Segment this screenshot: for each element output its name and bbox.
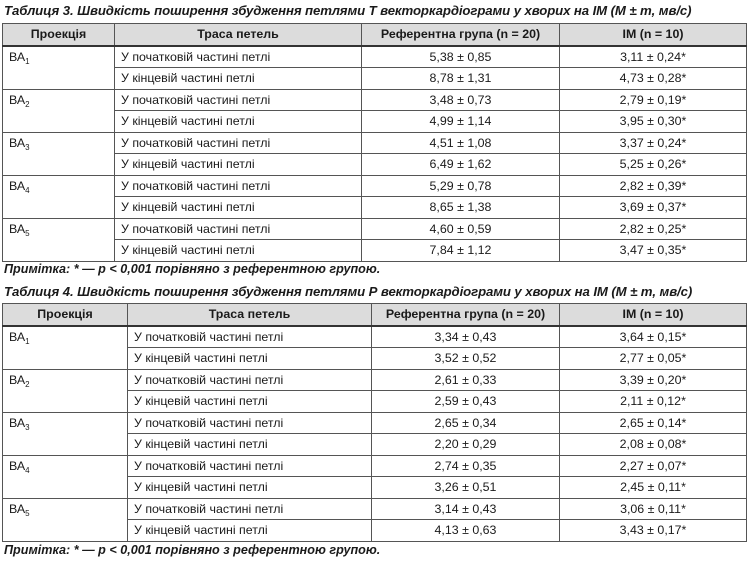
trace-cell: У кінцевій частині петлі	[128, 348, 372, 370]
projection-index: 1	[25, 56, 30, 66]
reference-value-cell: 4,60 ± 0,59	[362, 218, 560, 240]
table-row	[3, 197, 747, 219]
projection-label: ВА	[9, 458, 26, 473]
header-im-group: ІМ (n = 10)	[560, 304, 747, 326]
im-value-cell: 2,65 ± 0,14*	[560, 412, 747, 434]
table-row	[3, 412, 747, 434]
reference-value-cell: 7,84 ± 1,12	[362, 240, 560, 262]
table-row	[3, 369, 747, 391]
im-value-cell: 2,27 ± 0,07*	[560, 455, 747, 477]
table-row	[3, 68, 747, 90]
im-value-cell: 3,11 ± 0,24*	[560, 46, 747, 68]
im-value-cell: 2,08 ± 0,08*	[560, 434, 747, 456]
reference-value-cell: 2,59 ± 0,43	[372, 391, 560, 413]
reference-value-cell: 6,49 ± 1,62	[362, 154, 560, 176]
trace-cell: У кінцевій частині петлі	[128, 434, 372, 456]
im-value-cell: 3,64 ± 0,15*	[560, 326, 747, 348]
projection-index: 5	[25, 508, 30, 518]
reference-value-cell: 2,61 ± 0,33	[372, 369, 560, 391]
im-value-cell: 3,37 ± 0,24*	[560, 132, 747, 154]
projection-label: ВА	[9, 415, 26, 430]
projection-index: 4	[25, 185, 30, 195]
projection-index: 2	[25, 99, 30, 109]
projection-cell	[3, 132, 115, 175]
table3-caption: Таблиця 3. Швидкість поширення збудження петлями Т векторкардіограми у хворих на ІМ (M ± m, мв/с)	[4, 3, 692, 18]
trace-cell: У початковій частині петлі	[115, 89, 362, 111]
im-value-cell: 3,06 ± 0,11*	[560, 498, 747, 520]
trace-cell: У початковій частині петлі	[128, 412, 372, 434]
im-value-cell: 2,45 ± 0,11*	[560, 477, 747, 499]
table-row	[3, 218, 747, 240]
trace-cell: У кінцевій частині петлі	[128, 391, 372, 413]
projection-label: ВА	[9, 501, 26, 516]
reference-value-cell: 3,48 ± 0,73	[362, 89, 560, 111]
projection-index: 1	[25, 336, 30, 346]
table-row	[3, 455, 747, 477]
trace-cell: У початковій частині петлі	[115, 132, 362, 154]
im-value-cell: 3,95 ± 0,30*	[560, 111, 747, 133]
table3	[2, 23, 747, 262]
reference-value-cell: 5,38 ± 0,85	[362, 46, 560, 68]
trace-cell: У початковій частині петлі	[115, 46, 362, 68]
im-value-cell: 2,82 ± 0,25*	[560, 218, 747, 240]
header-projection: Проекція	[3, 24, 115, 46]
reference-value-cell: 4,99 ± 1,14	[362, 111, 560, 133]
header-reference-group: Референтна група (n = 20)	[362, 24, 560, 46]
table-row	[3, 326, 747, 348]
projection-label: ВА	[9, 329, 26, 344]
im-value-cell: 3,43 ± 0,17*	[560, 520, 747, 542]
im-value-cell: 3,47 ± 0,35*	[560, 240, 747, 262]
reference-value-cell: 3,34 ± 0,43	[372, 326, 560, 348]
projection-index: 4	[25, 465, 30, 475]
table-row	[3, 132, 747, 154]
projection-index: 3	[25, 422, 30, 432]
reference-value-cell: 2,74 ± 0,35	[372, 455, 560, 477]
table4-header-row	[3, 304, 747, 326]
reference-value-cell: 5,29 ± 0,78	[362, 175, 560, 197]
reference-value-cell: 8,78 ± 1,31	[362, 68, 560, 90]
im-value-cell: 3,39 ± 0,20*	[560, 369, 747, 391]
projection-label: ВА	[9, 135, 26, 150]
header-trace: Траса петель	[128, 304, 372, 326]
projection-cell	[3, 175, 115, 218]
projection-cell	[3, 218, 115, 261]
trace-cell: У початковій частині петлі	[115, 218, 362, 240]
projection-label: ВА	[9, 178, 26, 193]
projection-label: ВА	[9, 92, 26, 107]
reference-value-cell: 8,65 ± 1,38	[362, 197, 560, 219]
trace-cell: У початковій частині петлі	[128, 498, 372, 520]
trace-cell: У кінцевій частині петлі	[115, 68, 362, 90]
table3-note: Примітка: * — p < 0,001 порівняно з референтною групою.	[4, 262, 381, 276]
trace-cell: У кінцевій частині петлі	[115, 111, 362, 133]
trace-cell: У початковій частині петлі	[128, 326, 372, 348]
header-trace: Траса петель	[115, 24, 362, 46]
im-value-cell: 2,82 ± 0,39*	[560, 175, 747, 197]
im-value-cell: 2,77 ± 0,05*	[560, 348, 747, 370]
im-value-cell: 2,11 ± 0,12*	[560, 391, 747, 413]
im-value-cell: 2,79 ± 0,19*	[560, 89, 747, 111]
im-value-cell: 4,73 ± 0,28*	[560, 68, 747, 90]
table-row	[3, 240, 747, 262]
projection-index: 3	[25, 142, 30, 152]
header-im-group: ІМ (n = 10)	[560, 24, 747, 46]
projection-cell	[3, 46, 115, 90]
table4	[2, 303, 747, 542]
im-value-cell: 3,69 ± 0,37*	[560, 197, 747, 219]
projection-cell	[3, 326, 128, 370]
projection-cell	[3, 369, 128, 412]
reference-value-cell: 3,14 ± 0,43	[372, 498, 560, 520]
table4-body	[3, 326, 747, 542]
table4-note: Примітка: * — p < 0,001 порівняно з референтною групою.	[4, 543, 381, 557]
projection-index: 2	[25, 379, 30, 389]
reference-value-cell: 4,51 ± 1,08	[362, 132, 560, 154]
table-row	[3, 111, 747, 133]
reference-value-cell: 4,13 ± 0,63	[372, 520, 560, 542]
reference-value-cell: 2,20 ± 0,29	[372, 434, 560, 456]
trace-cell: У кінцевій частині петлі	[115, 240, 362, 262]
table3-body	[3, 46, 747, 262]
projection-label: ВА	[9, 372, 26, 387]
table-row	[3, 46, 747, 68]
reference-value-cell: 2,65 ± 0,34	[372, 412, 560, 434]
projection-cell	[3, 498, 128, 541]
projection-cell	[3, 412, 128, 455]
im-value-cell: 5,25 ± 0,26*	[560, 154, 747, 176]
table-row	[3, 89, 747, 111]
projection-label: ВА	[9, 221, 26, 236]
table3-header-row	[3, 24, 747, 46]
projection-index: 5	[25, 228, 30, 238]
header-projection: Проекція	[3, 304, 128, 326]
trace-cell: У початковій частині петлі	[115, 175, 362, 197]
trace-cell: У кінцевій частині петлі	[128, 477, 372, 499]
reference-value-cell: 3,52 ± 0,52	[372, 348, 560, 370]
trace-cell: У початковій частині петлі	[128, 455, 372, 477]
projection-cell	[3, 455, 128, 498]
reference-value-cell: 3,26 ± 0,51	[372, 477, 560, 499]
table-row	[3, 175, 747, 197]
table4-caption: Таблиця 4. Швидкість поширення збудження петлями Р векторкардіограми у хворих на ІМ (M ± m, мв/с)	[4, 284, 693, 299]
trace-cell: У кінцевій частині петлі	[115, 197, 362, 219]
header-reference-group: Референтна група (n = 20)	[372, 304, 560, 326]
trace-cell: У кінцевій частині петлі	[128, 520, 372, 542]
trace-cell: У кінцевій частині петлі	[115, 154, 362, 176]
table-row	[3, 154, 747, 176]
projection-cell	[3, 89, 115, 132]
table-row	[3, 498, 747, 520]
trace-cell: У початковій частині петлі	[128, 369, 372, 391]
projection-label: ВА	[9, 49, 26, 64]
